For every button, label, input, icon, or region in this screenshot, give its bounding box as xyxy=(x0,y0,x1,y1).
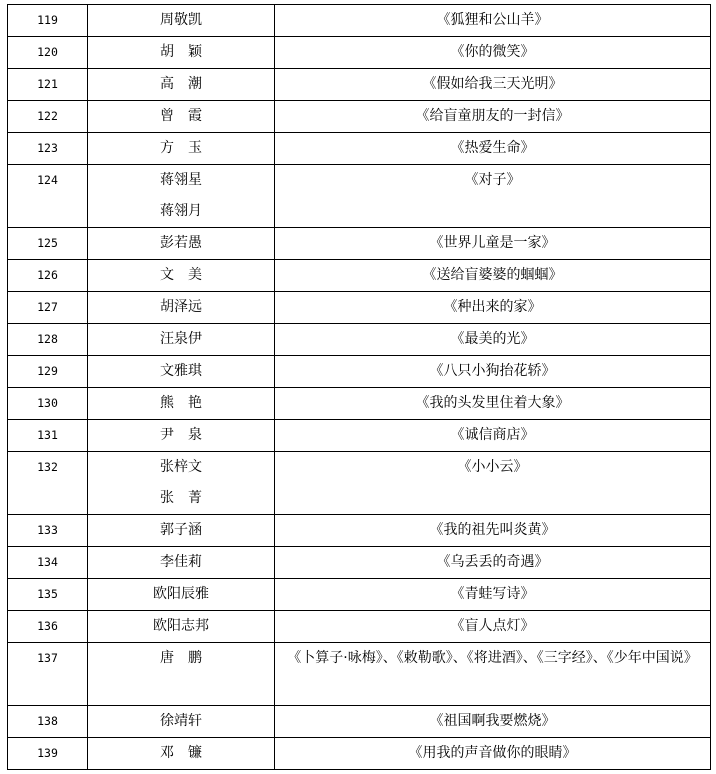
row-number-cell xyxy=(8,706,88,738)
performer-name: 汪泉伊 xyxy=(160,331,202,347)
program-title: 《最美的光》 xyxy=(450,331,535,347)
table-row xyxy=(8,292,711,324)
performer-name: 蒋翎星 xyxy=(160,172,202,188)
row-number-cell xyxy=(8,420,88,452)
program-title-cell xyxy=(275,5,711,37)
performer-cell xyxy=(88,452,275,515)
table-row xyxy=(8,738,711,770)
row-number-cell xyxy=(8,69,88,101)
performer-cell xyxy=(88,388,275,420)
table-row xyxy=(8,356,711,388)
performer-name: 胡泽远 xyxy=(160,299,202,315)
program-title-cell xyxy=(275,324,711,356)
program-title-cell xyxy=(275,643,711,706)
table-row xyxy=(8,579,711,611)
row-number: 134 xyxy=(37,555,58,569)
table-row xyxy=(8,706,711,738)
program-title: 《给盲童朋友的一封信》 xyxy=(415,108,570,124)
row-number-cell xyxy=(8,515,88,547)
program-title: 《我的头发里住着大象》 xyxy=(415,395,570,411)
row-number-cell xyxy=(8,260,88,292)
row-number: 128 xyxy=(37,332,58,346)
performer-name: 邓 镰 xyxy=(160,745,202,761)
program-title: 《八只小狗抬花轿》 xyxy=(429,363,556,379)
row-number: 132 xyxy=(37,460,58,474)
performer-cell xyxy=(88,292,275,324)
row-number-cell xyxy=(8,133,88,165)
performer-name: 欧阳志邦 xyxy=(153,618,209,634)
row-number: 137 xyxy=(37,651,58,665)
row-number: 131 xyxy=(37,428,58,442)
program-title: 《狐狸和公山羊》 xyxy=(436,12,549,28)
program-title: 《送给盲婆婆的蝈蝈》 xyxy=(422,267,563,283)
table-row xyxy=(8,260,711,292)
performer-name: 李佳莉 xyxy=(160,554,202,570)
row-number-cell xyxy=(8,228,88,260)
row-number: 130 xyxy=(37,396,58,410)
performer-name: 曾 霞 xyxy=(160,108,202,124)
program-title-cell xyxy=(275,452,711,515)
row-number-cell xyxy=(8,738,88,770)
program-title-cell xyxy=(275,69,711,101)
program-title-cell xyxy=(275,260,711,292)
performer-cell xyxy=(88,228,275,260)
row-number-cell xyxy=(8,37,88,69)
program-title-cell xyxy=(275,133,711,165)
program-title: 《卜算子·咏梅》、《敕勒歌》、《将进酒》、《三字经》、《少年中国说》 xyxy=(287,650,698,666)
performer-name: 蒋翎月 xyxy=(160,203,202,219)
performer-cell xyxy=(88,5,275,37)
performer-name: 张 菁 xyxy=(160,490,202,506)
table-row xyxy=(8,324,711,356)
row-number-cell xyxy=(8,547,88,579)
table-row xyxy=(8,452,711,515)
program-title-cell xyxy=(275,101,711,133)
performer-name: 熊 艳 xyxy=(160,395,202,411)
row-number-cell xyxy=(8,643,88,706)
performer-cell xyxy=(88,706,275,738)
performer-cell xyxy=(88,643,275,706)
table-row xyxy=(8,133,711,165)
program-title-cell xyxy=(275,515,711,547)
table-row xyxy=(8,165,711,228)
row-number-cell xyxy=(8,611,88,643)
row-number: 119 xyxy=(37,13,58,27)
performer-cell xyxy=(88,579,275,611)
row-number: 127 xyxy=(37,300,58,314)
row-number-cell xyxy=(8,356,88,388)
table-row xyxy=(8,611,711,643)
program-title: 《热爱生命》 xyxy=(450,140,535,156)
table-row xyxy=(8,228,711,260)
performer-cell xyxy=(88,165,275,228)
performer-name: 文雅琪 xyxy=(160,363,202,379)
program-title: 《我的祖先叫炎黄》 xyxy=(429,522,556,538)
program-title-cell xyxy=(275,420,711,452)
performer-name: 欧阳辰雅 xyxy=(153,586,209,602)
program-title-cell xyxy=(275,579,711,611)
row-number-cell xyxy=(8,452,88,515)
performer-name: 方 玉 xyxy=(160,140,202,156)
table-row xyxy=(8,5,711,37)
table-body xyxy=(8,5,711,770)
program-title: 《乌丢丢的奇遇》 xyxy=(436,554,549,570)
program-title: 《你的微笑》 xyxy=(450,44,535,60)
row-number: 135 xyxy=(37,587,58,601)
table-row xyxy=(8,547,711,579)
performer-cell xyxy=(88,356,275,388)
program-title-cell xyxy=(275,228,711,260)
row-number-cell xyxy=(8,5,88,37)
program-title: 《世界儿童是一家》 xyxy=(429,235,556,251)
program-title-cell xyxy=(275,37,711,69)
row-number-cell xyxy=(8,101,88,133)
table-row xyxy=(8,388,711,420)
performer-name: 郭子涵 xyxy=(160,522,202,538)
row-number: 120 xyxy=(37,45,58,59)
performer-name: 周敬凯 xyxy=(160,12,202,28)
row-number: 129 xyxy=(37,364,58,378)
performer-name: 胡 颖 xyxy=(160,44,202,60)
table-row xyxy=(8,515,711,547)
row-number-cell xyxy=(8,579,88,611)
row-number: 125 xyxy=(37,236,58,250)
program-title-cell xyxy=(275,706,711,738)
row-number: 121 xyxy=(37,77,58,91)
row-number-cell xyxy=(8,292,88,324)
performer-cell xyxy=(88,260,275,292)
performer-cell xyxy=(88,324,275,356)
table-row xyxy=(8,101,711,133)
program-title-cell xyxy=(275,292,711,324)
row-number: 139 xyxy=(37,746,58,760)
performer-cell xyxy=(88,101,275,133)
row-number: 126 xyxy=(37,268,58,282)
performer-name: 彭若愚 xyxy=(160,235,202,251)
performer-name: 高 潮 xyxy=(160,76,202,92)
performer-name: 徐靖轩 xyxy=(160,713,202,729)
program-title-cell xyxy=(275,738,711,770)
program-title-cell xyxy=(275,611,711,643)
row-number-cell xyxy=(8,324,88,356)
performer-cell xyxy=(88,738,275,770)
performer-cell xyxy=(88,37,275,69)
row-number: 138 xyxy=(37,714,58,728)
program-title-cell xyxy=(275,356,711,388)
program-title-cell xyxy=(275,547,711,579)
program-title: 《用我的声音做你的眼睛》 xyxy=(408,745,577,761)
performer-cell xyxy=(88,420,275,452)
program-title-cell xyxy=(275,165,711,228)
table-row xyxy=(8,420,711,452)
table-row xyxy=(8,643,711,706)
performer-cell xyxy=(88,69,275,101)
program-table xyxy=(7,4,711,770)
table-row xyxy=(8,69,711,101)
row-number-cell xyxy=(8,388,88,420)
performer-cell xyxy=(88,547,275,579)
performer-cell xyxy=(88,515,275,547)
performer-name: 唐 鹏 xyxy=(160,650,202,666)
performer-cell xyxy=(88,133,275,165)
program-title: 《青蛙写诗》 xyxy=(450,586,535,602)
program-title: 《种出来的家》 xyxy=(443,299,542,315)
program-title: 《盲人点灯》 xyxy=(450,618,535,634)
program-title-cell xyxy=(275,388,711,420)
performer-cell xyxy=(88,611,275,643)
performer-name: 尹 泉 xyxy=(160,427,202,443)
program-title: 《假如给我三天光明》 xyxy=(422,76,563,92)
row-number: 133 xyxy=(37,523,58,537)
program-title: 《诚信商店》 xyxy=(450,427,535,443)
row-number: 124 xyxy=(37,173,58,187)
performer-name: 文 美 xyxy=(160,267,202,283)
program-title: 《祖国啊我要燃烧》 xyxy=(429,713,556,729)
row-number: 123 xyxy=(37,141,58,155)
table-row xyxy=(8,37,711,69)
row-number: 136 xyxy=(37,619,58,633)
program-title: 《小小云》 xyxy=(457,459,528,475)
performer-name: 张梓文 xyxy=(160,459,202,475)
row-number: 122 xyxy=(37,109,58,123)
row-number-cell xyxy=(8,165,88,228)
program-title: 《对子》 xyxy=(464,172,521,188)
